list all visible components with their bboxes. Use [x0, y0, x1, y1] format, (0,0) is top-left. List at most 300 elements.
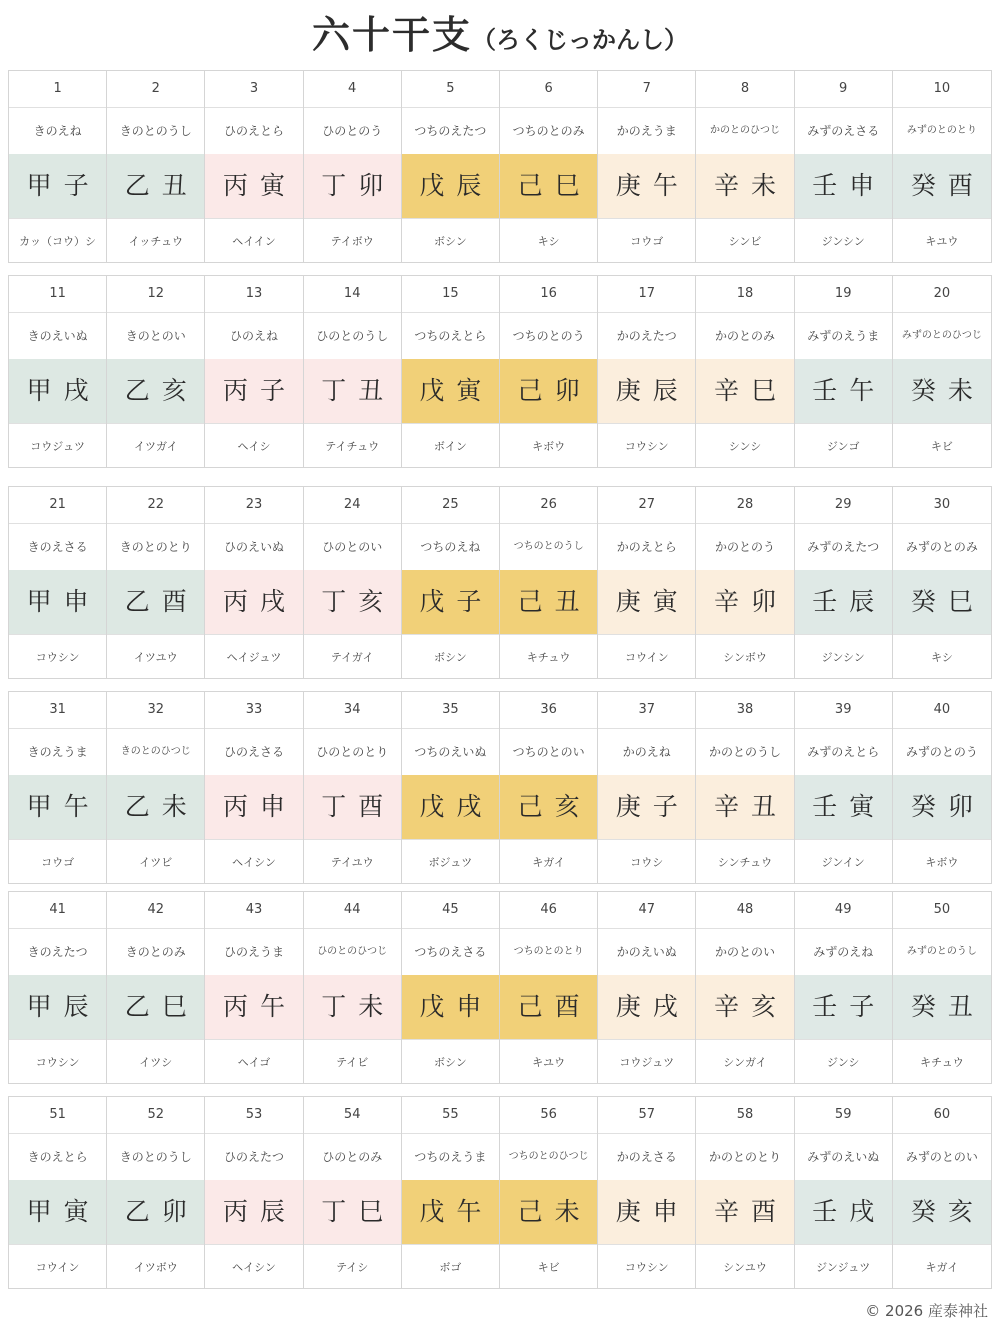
- table-block: [8, 275, 992, 468]
- cell-on-reading: ボシン: [402, 218, 499, 262]
- cell-kun-reading: きのえね: [33, 124, 82, 138]
- cell-kanji: 戊辰: [402, 154, 499, 218]
- cell-kanji: 丁酉: [304, 775, 401, 839]
- cell-kun-reading: かのえうま: [616, 124, 677, 138]
- cell-kanji: 庚戌: [598, 975, 695, 1039]
- cell-kanji: 己亥: [500, 775, 597, 839]
- kanshi-cell: [696, 1097, 794, 1288]
- cell-kun-reading: みずのえうま: [807, 329, 880, 343]
- cell-number: 20: [893, 276, 991, 313]
- cell-kun-reading: みずのとのい: [905, 1150, 978, 1164]
- cell-kanji: 壬戌: [795, 1180, 892, 1244]
- cell-number: 46: [500, 892, 597, 929]
- cell-kun-reading: ひのえたつ: [223, 1150, 284, 1164]
- cell-number: 9: [795, 71, 892, 108]
- cell-on-reading: ボジュツ: [402, 839, 499, 883]
- cell-number: 25: [402, 487, 499, 524]
- cell-kanji: 己巳: [500, 154, 597, 218]
- cell-on-reading: キユウ: [893, 218, 991, 262]
- cell-on-reading: シンチュウ: [696, 839, 793, 883]
- cell-kun-reading: みずのえいぬ: [807, 1150, 880, 1164]
- cell-on-reading: ジンシ: [795, 1039, 892, 1083]
- cell-kun-reading: きのえいぬ: [27, 329, 88, 343]
- cell-number: 42: [107, 892, 204, 929]
- kanshi-cell: [893, 1097, 991, 1288]
- cell-number: 31: [9, 692, 106, 729]
- cell-on-reading: ボゴ: [402, 1244, 499, 1288]
- cell-kanji: 丙辰: [205, 1180, 302, 1244]
- kanshi-cell: [893, 892, 991, 1083]
- cell-kanji: 丁卯: [304, 154, 401, 218]
- cell-kanji: 辛卯: [696, 570, 793, 634]
- cell-kanji: 甲午: [9, 775, 106, 839]
- cell-number: 26: [500, 487, 597, 524]
- kanshi-cell: [696, 71, 794, 262]
- cell-kun-reading: きのえうま: [27, 745, 88, 759]
- cell-kanji: 乙巳: [107, 975, 204, 1039]
- cell-kanji: 壬子: [795, 975, 892, 1039]
- cell-number: 11: [9, 276, 106, 313]
- cell-kanji: 丁丑: [304, 359, 401, 423]
- cell-kanji: 丙寅: [205, 154, 302, 218]
- kanshi-cell: [795, 487, 893, 678]
- kanshi-cell: [402, 1097, 500, 1288]
- cell-kanji: 甲子: [9, 154, 106, 218]
- cell-number: 15: [402, 276, 499, 313]
- cell-kanji: 乙卯: [107, 1180, 204, 1244]
- cell-kanji: 辛未: [696, 154, 793, 218]
- cell-on-reading: コウゴ: [9, 839, 106, 883]
- kanshi-cell: [598, 276, 696, 467]
- kanshi-cell: [893, 692, 991, 883]
- cell-number: 41: [9, 892, 106, 929]
- cell-on-reading: コウジュツ: [9, 423, 106, 467]
- cell-kun-reading: みずのとのひつじ: [901, 330, 982, 341]
- cell-on-reading: コウジュツ: [598, 1039, 695, 1083]
- kanshi-cell: [696, 892, 794, 1083]
- cell-kun-reading: つちのえね: [420, 540, 481, 554]
- kanshi-cell: [500, 1097, 598, 1288]
- kanshi-cell: [107, 1097, 205, 1288]
- cell-on-reading: ヘイシ: [205, 423, 302, 467]
- kanshi-cell: [205, 892, 303, 1083]
- cell-number: 47: [598, 892, 695, 929]
- cell-kanji: 庚寅: [598, 570, 695, 634]
- cell-number: 32: [107, 692, 204, 729]
- cell-kanji: 甲戌: [9, 359, 106, 423]
- cell-kun-reading: きのえたつ: [27, 945, 88, 959]
- cell-kanji: 丁亥: [304, 570, 401, 634]
- cell-on-reading: キチュウ: [500, 634, 597, 678]
- cell-kun-reading: きのえとら: [27, 1150, 88, 1164]
- cell-number: 19: [795, 276, 892, 313]
- kanshi-cell: [9, 692, 107, 883]
- cell-kun-reading: つちのとのみ: [512, 124, 585, 138]
- cell-number: 27: [598, 487, 695, 524]
- cell-kanji: 己丑: [500, 570, 597, 634]
- kanshi-cell: [598, 1097, 696, 1288]
- cell-number: 45: [402, 892, 499, 929]
- cell-number: 6: [500, 71, 597, 108]
- cell-kanji: 乙丑: [107, 154, 204, 218]
- kanshi-cell: [598, 71, 696, 262]
- kanshi-cell: [9, 276, 107, 467]
- cell-number: 44: [304, 892, 401, 929]
- kanshi-cell: [402, 692, 500, 883]
- cell-kun-reading: かのとのい: [714, 945, 775, 959]
- cell-kun-reading: ひのえね: [229, 329, 278, 343]
- kanshi-cell: [795, 892, 893, 1083]
- cell-kun-reading: きのとのみ: [125, 945, 186, 959]
- cell-number: 39: [795, 692, 892, 729]
- kanshi-cell: [696, 487, 794, 678]
- kanshi-cell: [107, 692, 205, 883]
- cell-kanji: 辛亥: [696, 975, 793, 1039]
- cell-kanji: 癸丑: [893, 975, 991, 1039]
- cell-kun-reading: ひのとのとり: [316, 745, 389, 759]
- kanshi-cell: [205, 71, 303, 262]
- cell-kun-reading: ひのとのみ: [322, 1150, 383, 1164]
- kanshi-cell: [304, 892, 402, 1083]
- kanshi-cell: [107, 71, 205, 262]
- cell-number: 2: [107, 71, 204, 108]
- cell-number: 56: [500, 1097, 597, 1134]
- cell-on-reading: コウイン: [598, 634, 695, 678]
- cell-number: 5: [402, 71, 499, 108]
- cell-kun-reading: ひのえうま: [223, 945, 284, 959]
- kanshi-cell: [304, 692, 402, 883]
- cell-kun-reading: ひのとのう: [322, 124, 383, 138]
- cell-kanji: 戊寅: [402, 359, 499, 423]
- cell-on-reading: テイシ: [304, 1244, 401, 1288]
- kanshi-cell: [795, 692, 893, 883]
- cell-on-reading: キビ: [893, 423, 991, 467]
- cell-number: 53: [205, 1097, 302, 1134]
- kanshi-cell: [696, 692, 794, 883]
- kanshi-cell: [402, 487, 500, 678]
- cell-on-reading: キユウ: [500, 1039, 597, 1083]
- cell-kun-reading: みずのえね: [813, 945, 874, 959]
- cell-kun-reading: ひのえいぬ: [223, 540, 284, 554]
- cell-kanji: 戊子: [402, 570, 499, 634]
- title-reading: （ろくじっかんし）: [472, 26, 688, 54]
- kanshi-cell: [205, 276, 303, 467]
- kanshi-cell: [500, 692, 598, 883]
- kanshi-cell: [107, 487, 205, 678]
- cell-kanji: 丙子: [205, 359, 302, 423]
- cell-number: 22: [107, 487, 204, 524]
- kanshi-cell: [598, 487, 696, 678]
- kanshi-cell: [9, 487, 107, 678]
- cell-on-reading: ボシン: [402, 1039, 499, 1083]
- kanshi-cell: [205, 487, 303, 678]
- cell-kanji: 壬申: [795, 154, 892, 218]
- cell-kanji: 乙酉: [107, 570, 204, 634]
- cell-on-reading: キビ: [500, 1244, 597, 1288]
- cell-on-reading: イツビ: [107, 839, 204, 883]
- table-block: [8, 691, 992, 884]
- kanshi-cell: [304, 71, 402, 262]
- kanshi-cell: [696, 276, 794, 467]
- cell-number: 16: [500, 276, 597, 313]
- cell-number: 7: [598, 71, 695, 108]
- cell-number: 36: [500, 692, 597, 729]
- cell-kun-reading: きのとのひつじ: [120, 746, 191, 757]
- cell-on-reading: シンユウ: [696, 1244, 793, 1288]
- cell-on-reading: コウシン: [598, 1244, 695, 1288]
- cell-number: 30: [893, 487, 991, 524]
- cell-number: 1: [9, 71, 106, 108]
- table-block: [8, 1096, 992, 1289]
- kanshi-cell: [107, 276, 205, 467]
- page-title: [0, 10, 1000, 60]
- cell-kun-reading: つちのえうま: [414, 1150, 487, 1164]
- cell-number: 43: [205, 892, 302, 929]
- cell-on-reading: テイチュウ: [304, 423, 401, 467]
- cell-number: 57: [598, 1097, 695, 1134]
- kanshi-cell: [500, 892, 598, 1083]
- cell-number: 10: [893, 71, 991, 108]
- table-block: [8, 70, 992, 263]
- cell-kun-reading: みずのえたつ: [807, 540, 880, 554]
- cell-number: 54: [304, 1097, 401, 1134]
- cell-kun-reading: つちのとのひつじ: [508, 1151, 589, 1162]
- cell-kanji: 壬寅: [795, 775, 892, 839]
- cell-kanji: 甲寅: [9, 1180, 106, 1244]
- cell-kun-reading: かのえさる: [616, 1150, 677, 1164]
- cell-number: 58: [696, 1097, 793, 1134]
- cell-kanji: 壬辰: [795, 570, 892, 634]
- cell-number: 28: [696, 487, 793, 524]
- cell-number: 13: [205, 276, 302, 313]
- cell-number: 50: [893, 892, 991, 929]
- kanshi-cell: [304, 487, 402, 678]
- cell-kanji: 庚辰: [598, 359, 695, 423]
- cell-kun-reading: かのえとら: [616, 540, 677, 554]
- cell-kanji: 癸未: [893, 359, 991, 423]
- cell-number: 24: [304, 487, 401, 524]
- cell-kanji: 辛丑: [696, 775, 793, 839]
- cell-on-reading: イツガイ: [107, 423, 204, 467]
- cell-kun-reading: つちのえたつ: [414, 124, 487, 138]
- title-main: 六十干支: [311, 13, 472, 57]
- cell-kun-reading: みずのえとら: [807, 745, 880, 759]
- cell-kun-reading: かのとのとり: [708, 1150, 781, 1164]
- cell-kun-reading: つちのとのとり: [513, 946, 584, 957]
- cell-number: 51: [9, 1097, 106, 1134]
- kanshi-cell: [304, 1097, 402, 1288]
- cell-on-reading: コウシン: [9, 634, 106, 678]
- cell-on-reading: キガイ: [893, 1244, 991, 1288]
- cell-on-reading: キボウ: [893, 839, 991, 883]
- cell-kanji: 癸卯: [893, 775, 991, 839]
- kanshi-cell: [500, 276, 598, 467]
- cell-on-reading: ヘイシン: [205, 839, 302, 883]
- kanshi-cell: [9, 1097, 107, 1288]
- cell-kanji: 壬午: [795, 359, 892, 423]
- cell-kun-reading: みずのとのうし: [906, 946, 977, 957]
- cell-on-reading: シンガイ: [696, 1039, 793, 1083]
- cell-number: 49: [795, 892, 892, 929]
- cell-kanji: 癸巳: [893, 570, 991, 634]
- cell-number: 3: [205, 71, 302, 108]
- cell-kun-reading: きのとのとり: [119, 540, 192, 554]
- cell-kun-reading: きのとのい: [125, 329, 186, 343]
- cell-on-reading: キボウ: [500, 423, 597, 467]
- cell-number: 37: [598, 692, 695, 729]
- cell-on-reading: コウシ: [598, 839, 695, 883]
- cell-number: 55: [402, 1097, 499, 1134]
- cell-number: 59: [795, 1097, 892, 1134]
- cell-kanji: 辛酉: [696, 1180, 793, 1244]
- cell-number: 8: [696, 71, 793, 108]
- kanshi-cell: [795, 1097, 893, 1288]
- kanshi-cell: [304, 276, 402, 467]
- cell-kanji: 癸亥: [893, 1180, 991, 1244]
- cell-kun-reading: つちのえとら: [414, 329, 487, 343]
- cell-number: 17: [598, 276, 695, 313]
- cell-on-reading: キシ: [500, 218, 597, 262]
- cell-kanji: 庚子: [598, 775, 695, 839]
- cell-on-reading: ヘイシン: [205, 1244, 302, 1288]
- cell-kun-reading: ひのとのい: [322, 540, 383, 554]
- cell-on-reading: テイボウ: [304, 218, 401, 262]
- kanshi-cell: [402, 276, 500, 467]
- cell-kanji: 乙亥: [107, 359, 204, 423]
- table-block: [8, 486, 992, 679]
- cell-number: 38: [696, 692, 793, 729]
- cell-number: 52: [107, 1097, 204, 1134]
- kanshi-cell: [107, 892, 205, 1083]
- cell-on-reading: コウシン: [598, 423, 695, 467]
- cell-kanji: 己未: [500, 1180, 597, 1244]
- kanshi-cell: [893, 71, 991, 262]
- cell-on-reading: ヘイジュツ: [205, 634, 302, 678]
- cell-on-reading: イッチュウ: [107, 218, 204, 262]
- cell-kun-reading: かのとのひつじ: [709, 125, 780, 136]
- kanshi-cell: [795, 276, 893, 467]
- cell-kanji: 戊午: [402, 1180, 499, 1244]
- cell-on-reading: ジンシン: [795, 218, 892, 262]
- cell-kanji: 甲申: [9, 570, 106, 634]
- cell-number: 34: [304, 692, 401, 729]
- kanshi-cell: [893, 276, 991, 467]
- copyright: © 2026 産泰神社: [865, 1302, 988, 1320]
- cell-on-reading: シンシ: [696, 423, 793, 467]
- cell-on-reading: シンボウ: [696, 634, 793, 678]
- cell-on-reading: ボシン: [402, 634, 499, 678]
- cell-kun-reading: きのえさる: [27, 540, 88, 554]
- kanshi-cell: [795, 71, 893, 262]
- cell-on-reading: コウシン: [9, 1039, 106, 1083]
- cell-on-reading: ジンイン: [795, 839, 892, 883]
- cell-kun-reading: みずのとのみ: [905, 540, 978, 554]
- cell-kanji: 戊戌: [402, 775, 499, 839]
- cell-kun-reading: かのとのみ: [714, 329, 775, 343]
- cell-number: 60: [893, 1097, 991, 1134]
- cell-kun-reading: かのえたつ: [616, 329, 677, 343]
- cell-kun-reading: みずのえさる: [807, 124, 880, 138]
- cell-kun-reading: つちのとのい: [512, 745, 585, 759]
- kanshi-cell: [9, 71, 107, 262]
- kanshi-cell: [402, 892, 500, 1083]
- cell-on-reading: シンビ: [696, 218, 793, 262]
- cell-kun-reading: かのとのうし: [708, 745, 781, 759]
- cell-kun-reading: ひのえさる: [223, 745, 284, 759]
- kanshi-cell: [9, 892, 107, 1083]
- cell-kun-reading: ひのとのひつじ: [317, 946, 388, 957]
- kanshi-cell: [205, 692, 303, 883]
- cell-kanji: 丙申: [205, 775, 302, 839]
- cell-on-reading: ジンゴ: [795, 423, 892, 467]
- cell-on-reading: テイユウ: [304, 839, 401, 883]
- kanshi-cell: [500, 71, 598, 262]
- cell-kanji: 庚申: [598, 1180, 695, 1244]
- cell-number: 18: [696, 276, 793, 313]
- cell-kanji: 乙未: [107, 775, 204, 839]
- cell-kanji: 辛巳: [696, 359, 793, 423]
- cell-on-reading: テイビ: [304, 1039, 401, 1083]
- cell-kun-reading: かのえね: [622, 745, 671, 759]
- cell-number: 48: [696, 892, 793, 929]
- cell-kanji: 庚午: [598, 154, 695, 218]
- cell-on-reading: コウゴ: [598, 218, 695, 262]
- cell-number: 14: [304, 276, 401, 313]
- cell-number: 33: [205, 692, 302, 729]
- cell-kanji: 丁未: [304, 975, 401, 1039]
- cell-on-reading: キチュウ: [893, 1039, 991, 1083]
- cell-on-reading: キガイ: [500, 839, 597, 883]
- cell-number: 23: [205, 487, 302, 524]
- cell-number: 4: [304, 71, 401, 108]
- cell-kun-reading: つちのとのう: [512, 329, 585, 343]
- cell-number: 40: [893, 692, 991, 729]
- cell-on-reading: テイガイ: [304, 634, 401, 678]
- cell-on-reading: ジンジュツ: [795, 1244, 892, 1288]
- cell-on-reading: ヘイイン: [205, 218, 302, 262]
- table-block: [8, 891, 992, 1084]
- cell-on-reading: ヘイゴ: [205, 1039, 302, 1083]
- kanshi-cell: [598, 692, 696, 883]
- cell-number: 35: [402, 692, 499, 729]
- cell-kanji: 甲辰: [9, 975, 106, 1039]
- cell-kun-reading: つちのえさる: [414, 945, 487, 959]
- cell-number: 12: [107, 276, 204, 313]
- kanshi-cell: [402, 71, 500, 262]
- cell-kanji: 丁巳: [304, 1180, 401, 1244]
- cell-kanji: 己酉: [500, 975, 597, 1039]
- cell-number: 29: [795, 487, 892, 524]
- kanshi-cell: [205, 1097, 303, 1288]
- cell-kun-reading: きのとのうし: [119, 1150, 192, 1164]
- cell-kun-reading: かのえいぬ: [616, 945, 677, 959]
- cell-number: 21: [9, 487, 106, 524]
- cell-kanji: 丙戌: [205, 570, 302, 634]
- cell-on-reading: キシ: [893, 634, 991, 678]
- cell-kanji: 癸酉: [893, 154, 991, 218]
- cell-kanji: 丙午: [205, 975, 302, 1039]
- kanshi-cell: [893, 487, 991, 678]
- cell-on-reading: ジンシン: [795, 634, 892, 678]
- kanshi-cell: [598, 892, 696, 1083]
- cell-kanji: 戊申: [402, 975, 499, 1039]
- cell-on-reading: イツボウ: [107, 1244, 204, 1288]
- cell-kun-reading: みずのとのう: [905, 745, 978, 759]
- cell-on-reading: イツシ: [107, 1039, 204, 1083]
- cell-kun-reading: つちのえいぬ: [414, 745, 487, 759]
- cell-on-reading: コウイン: [9, 1244, 106, 1288]
- cell-kun-reading: ひのえとら: [223, 124, 284, 138]
